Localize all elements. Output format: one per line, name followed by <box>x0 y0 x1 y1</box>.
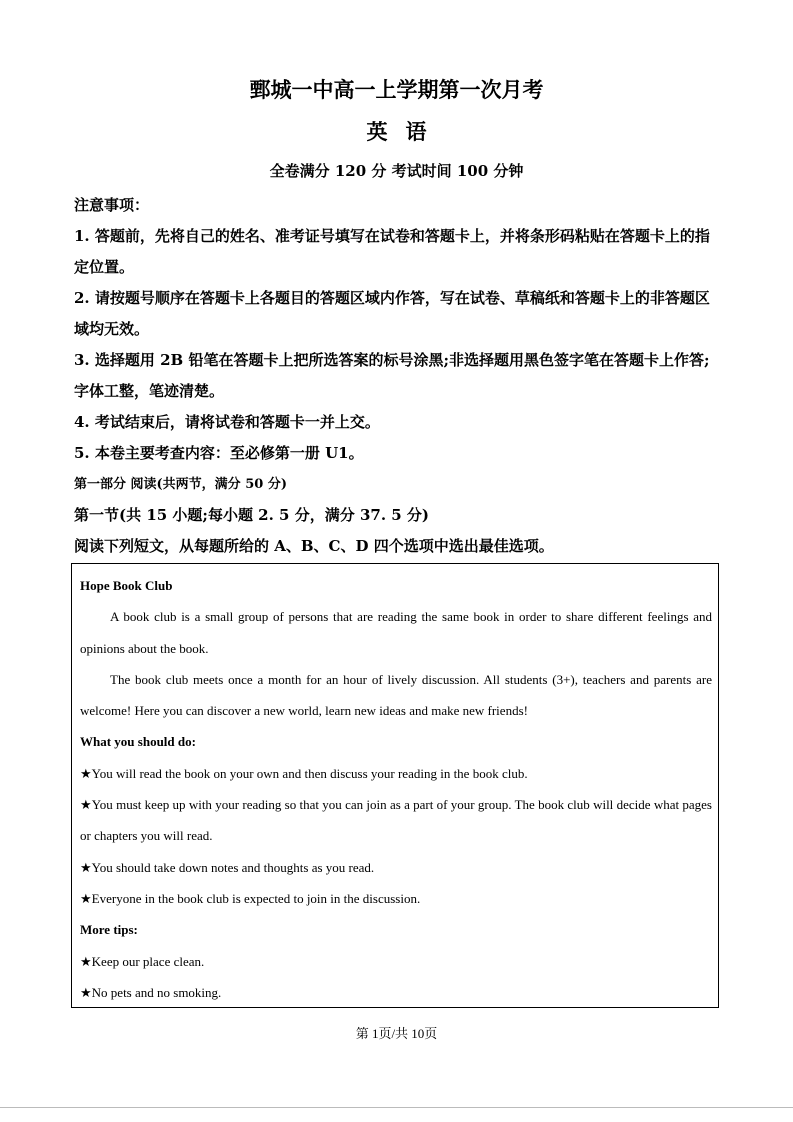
exam-title: 鄄城一中高一上学期第一次月考 <box>249 77 544 102</box>
should-do-item-3: ★You should take down notes and thoughts as you read. <box>80 859 375 875</box>
notice-heading: 注意事项： <box>74 196 150 214</box>
section-one-title: 第一节(共 15 小题;每小题 2. 5 分，满分 37. 5 分) <box>74 506 430 524</box>
page-number: 第 1页/共 10页 <box>355 1026 438 1041</box>
tip-item-2: ★No pets and no smoking. <box>80 984 222 1000</box>
notice-section <box>74 190 722 562</box>
reading-passage-box <box>71 563 719 1008</box>
should-do-item-1: ★You will read the book on your own and then discuss your reading in the book club. <box>80 765 528 781</box>
notice-item-5: 5. 本卷主要考查内容：至必修第一册 U1。 <box>74 444 364 462</box>
should-do-heading: What you should do: <box>80 734 196 750</box>
reading-instruction: 阅读下列短文，从每题所给的 A、B、C、D 四个选项中选出最佳选项。 <box>74 537 554 555</box>
passage-paragraph-2: The book club meets once a month for an hour of lively discussion. All students (3+), teachers and parents are welcome! Here you can discover a new world, learn new ideas and make new friends! <box>80 671 712 719</box>
passage-title: Hope Book Club <box>80 578 173 593</box>
passage-paragraph-1: A book club is a small group of persons that are reading the same book in order to share different feelings and opinions about the book. <box>80 609 712 656</box>
tip-item-1: ★Keep our place clean. <box>80 953 205 969</box>
notice-item-1: 1. 答题前，先将自己的姓名、准考证号填写在试卷和答题卡上，并将条形码粘贴在答题卡上的指定位置。 <box>74 227 710 276</box>
notice-item-2: 2. 请按题号顺序在答题卡上各题目的答题区域内作答，写在试卷、草稿纸和答题卡上的非答题区域均无效。 <box>74 289 710 338</box>
should-do-item-2: ★You must keep up with your reading so that you can join as a part of your group. The book club will decide what pages or chapters you will read. <box>80 797 712 844</box>
page-bottom-divider <box>0 1107 793 1108</box>
score-time-info: 全卷满分 120 分 考试时间 100 分钟 <box>269 162 524 180</box>
notice-item-3: 3. 选择题用 2B 铅笔在答题卡上把所选答案的标号涂黑;非选择题用黑色签字笔在答题卡上作答;字体工整，笔迹清楚。 <box>74 351 710 400</box>
more-tips-heading: More tips: <box>80 922 138 938</box>
exam-subject: 英语 <box>366 119 445 144</box>
part-one-header: 第一部分 阅读(共两节，满分 50 分) <box>74 477 287 492</box>
should-do-item-4: ★Everyone in the book club is expected to join in the discussion. <box>80 890 421 906</box>
notice-item-4: 4. 考试结束后，请将试卷和答题卡一并上交。 <box>74 413 380 431</box>
